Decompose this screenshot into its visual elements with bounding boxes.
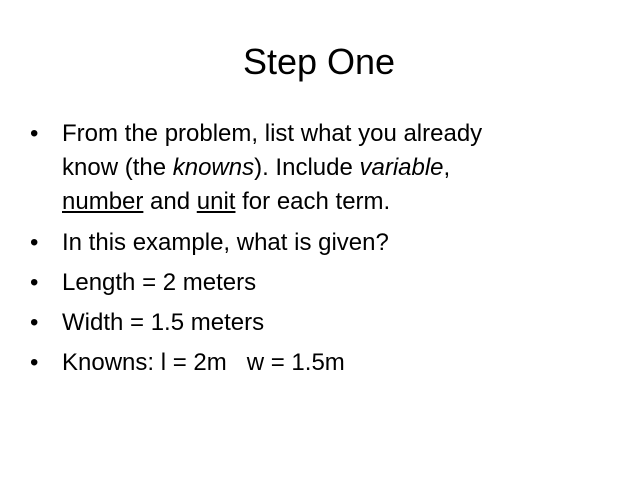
bullet-line: From the problem, list what you already: [62, 120, 483, 147]
bullet-dot-icon: •: [30, 349, 39, 376]
bullet-dot-icon: •: [30, 120, 39, 147]
bullet-line: [62, 185, 582, 219]
knowns-emphasis: knowns: [172, 154, 255, 181]
bullet-text: Length = 2 meters: [62, 269, 257, 296]
slide-title: Step One: [242, 41, 396, 82]
bullet-dot-icon: •: [30, 229, 39, 256]
number-underlined: number: [62, 188, 144, 215]
bullet-text: Width = 1.5 meters: [62, 309, 265, 336]
bullet-text: In this example, what is given?: [62, 229, 389, 256]
bullet-dot-icon: •: [30, 309, 39, 336]
text-run: ). Include: [254, 154, 360, 181]
text-run: for each term.: [235, 188, 391, 215]
text-run: and: [143, 188, 197, 215]
unit-underlined: unit: [196, 188, 236, 215]
bullet-line: [62, 151, 582, 185]
bullet-text: Knowns: l = 2m w = 1.5m: [62, 349, 345, 376]
text-run: ,: [443, 154, 451, 181]
bullet-text: [62, 117, 582, 219]
text-run: know (the: [62, 154, 173, 181]
bullet-dot-icon: •: [30, 269, 39, 296]
variable-emphasis: variable: [359, 154, 444, 181]
